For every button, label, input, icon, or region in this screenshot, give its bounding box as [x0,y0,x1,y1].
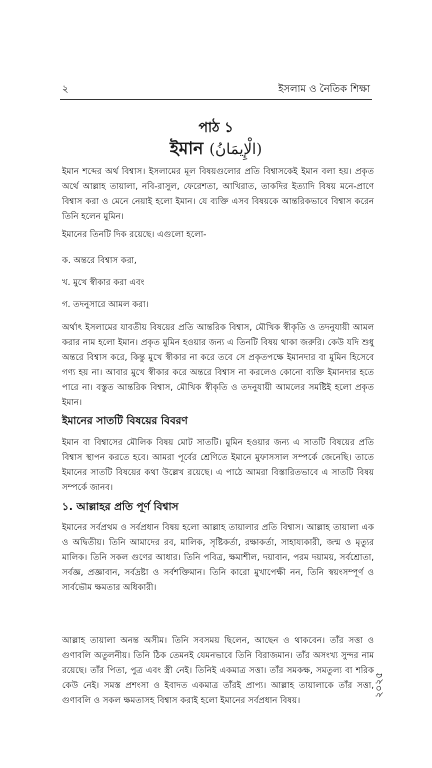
aspect-a: ক. অন্তরে বিশ্বাস করা, [62,256,137,266]
section-allah-body: ইমানের সর্বপ্রথম ও সর্বপ্রধান বিষয় হলো আল্লাহ তায়ালার প্রতি বিশ্বাস। আল্লাহ তায়ালা এক ও অদ্বিতীয়। তিনি আমাদের রব, মালিক, সৃষ্টিকর্তা, রক্ষাকর্তা, সাহায্যকারী, জন্ম ও মৃত্যুর মালিক। তিনি সকল গুণের আধার। তিনি পবিত্র, ক্ষমাশীল, দয়াবান, পরম দয়াময়, সর্বশ্রোতা, সর্বজ্ঞ, প্রজ্ঞাবান, সর্বদ্রষ্টা ও সর্বশক্তিমান। তিনি কারো মুখাপেক্ষী নন, তিনি স্বয়ংসম্পূর্ণ ও সার্বভৌম ক্ষমতার অধিকারী। [62,523,374,593]
header-book-title: ইসলাম ও নৈতিক শিক্ষা [278,84,370,95]
section-allah-body-2: আল্লাহ তায়ালা অনন্ত অসীম। তিনি সবসময় ছিলেন, আছেন ও থাকবেন। তাঁর সত্তা ও গুণাবলি অতুলনীয়। তিনি ঠিক তেমনই যেমনভাবে তিনি বিরাজমান। তাঁর অসংখ্য সুন্দর নাম রয়েছে। তাঁর পিতা, পুত্র এবং স্ত্রী নেই। তিনিই একমাত্র সত্তা। তাঁর সমকক্ষ, সমতুল্য বা শরিক কেউ নেই। সমস্ত প্রশংসা ও ইবাদত একমাত্র তাঁরই প্রাপ্য। আল্লাহ তায়ালাকে তাঁর সত্তা, গুণাবলি ও সকল ক্ষমতাসহ বিশ্বাস করাই হলো ইমানের সর্বপ্রধান বিষয়। [62,636,374,706]
section-heading-belief-in-allah: ১. আল্লাহর প্রতি পূর্ণ বিশ্বাস [62,501,179,513]
chapter-title-arabic: (الْإِيمَانُ) [209,140,263,158]
aspect-c: গ. তদনুসারে আমল করা। [62,300,149,310]
section-seven-body: ইমান বা বিশ্বাসের মৌলিক বিষয় মোট সাতটি। মুমিন হওয়ার জন্য এ সাতটি বিষয়ের প্রতি বিশ্বাস স্থাপন করতে হবে। আমরা পূর্বের শ্রেণিতে ইমানে মুফাসসাল সম্পর্কে জেনেছি। তাতে ইমানের সাতটি বিষয়ের কথা উল্লেখ রয়েছে। এ পাঠে আমরা বিস্তারিতভাবে এ সাতটি বিষয় সম্পর্কে জানব। [62,438,374,493]
explanation-paragraph: অর্থাৎ ইসলামের যাবতীয় বিষয়ের প্রতি আন্তরিক বিশ্বাস, মৌখিক স্বীকৃতি ও তদনুযায়ী আমল করার নাম হলো ইমান। প্রকৃত মুমিন হওয়ার জন্য এ তিনটি বিষয় থাকা জরুরি। কেউ যদি শুধু অন্তরে বিশ্বাস করে, কিন্তু মুখে স্বীকার না করে তবে সে প্রকৃতপক্ষে ইমানদার বা মুমিন হিসেবে গণ্য হয় না। আবার মুখে স্বীকার করে অন্তরে বিশ্বাস না করলেও কোনো ব্যক্তি ইমানদার হতে পারে না। বস্তুত আন্তরিক বিশ্বাস, মৌখিক স্বীকৃতি ও তদনুযায়ী আমলের সমষ্টিই হলো প্রকৃত ইমান। [62,323,374,408]
header-divider [60,99,372,100]
section-heading-seven-items: ইমানের সাতটি বিষয়ের বিবরণ [62,415,188,427]
three-aspects-intro: ইমানের তিনটি দিক রয়েছে। এগুলো হলো- [62,230,207,240]
lesson-label: পাঠ ১ [198,120,234,136]
side-page-number-text: ২০২৫ [374,672,385,698]
intro-paragraph: ইমান শব্দের অর্থ বিশ্বাস। ইসলামের মূল বিষয়গুলোর প্রতি বিশ্বাসকেই ইমান বলা হয়। প্রকৃত অর্থে আল্লাহ তায়ালা, নবি-রাসুল, ফেরেশতা, আখিরাত, তাকদির ইত্যাদি বিষয় মনে-প্রাণে বিশ্বাস করা ও মেনে নেয়াই হলো ইমান। যে ব্যক্তি এসব বিষয়কে আন্তরিকভাবে বিশ্বাস করেন তিনি হলেন মুমিন। [62,167,374,222]
header-page-number: ২ [62,84,69,95]
chapter-title [0,136,432,164]
chapter-title-text: ইমান [169,139,204,159]
aspect-b: খ. মুখে স্বীকার করা এবং [62,278,145,288]
side-page-number [372,662,384,702]
